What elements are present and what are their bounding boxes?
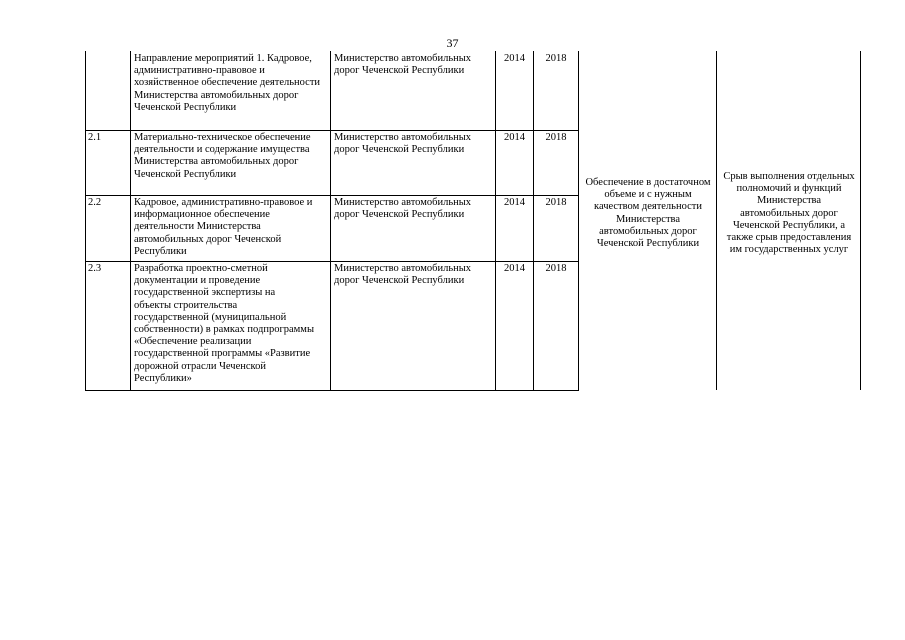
table-border — [716, 51, 717, 390]
table-border — [860, 51, 861, 390]
table-border — [85, 195, 579, 196]
table-border — [85, 390, 579, 391]
start-year-cell: 2014 — [504, 53, 525, 64]
row-number: 2.1 — [88, 132, 102, 143]
start-year-cell: 2014 — [504, 197, 525, 208]
activity-cell: Направление мероприятий 1. Кадровое, административно-правовое и хозяйственное обеспечение деятельности Министерства автомобильных дорог Чеченской Республики — [134, 53, 321, 113]
row-number: 2.2 — [88, 197, 102, 208]
end-year-cell: 2018 — [545, 132, 567, 143]
consequences-cell: Срыв выполнения отдельных полномочий и функций Министерства автомобильных дорог Чеченской Республики, а также срыв предоставления им государственных услуг — [723, 171, 855, 256]
start-year-cell: 2014 — [504, 132, 525, 143]
table-border — [85, 261, 579, 262]
activity-cell: Разработка проектно-сметной документации и проведение государственной экспертизы на объекты строительства государственной (муниципальной собственности) в рамках подпрограммы «Обеспечение реализации государственной программы «Развитие дорожной отрасли Чеченской Республики» — [134, 263, 314, 384]
expected-result-cell: Обеспечение в достаточном объеме и с нужным качеством деятельности Министерства автомобильных дорог Чеченской Республики — [585, 177, 711, 250]
end-year-cell: 2018 — [545, 197, 567, 208]
activity-cell: Материально-техническое обеспечение деятельности и содержание имущества Министерства автомобильных дорог Чеченской Республики — [134, 132, 311, 180]
activity-cell: Кадровое, административно-правовое и информационное обеспечение деятельности Министерства автомобильных дорог Чеченской Республики — [134, 197, 313, 257]
end-year-cell: 2018 — [545, 53, 567, 64]
executor-cell: Министерство автомобильных дорог Чеченской Республики — [334, 263, 472, 287]
table-border — [330, 51, 331, 390]
end-year-cell: 2018 — [545, 263, 567, 274]
executor-cell: Министерство автомобильных дорог Чеченской Республики — [334, 53, 472, 77]
table-border — [578, 51, 579, 390]
table-border — [533, 51, 534, 390]
start-year-cell: 2014 — [504, 263, 525, 274]
executor-cell: Министерство автомобильных дорог Чеченской Республики — [334, 197, 472, 221]
executor-cell: Министерство автомобильных дорог Чеченской Республики — [334, 132, 472, 156]
table-border — [495, 51, 496, 390]
page-number: 37 — [446, 36, 459, 50]
row-number: 2.3 — [88, 263, 102, 274]
table-border — [85, 130, 579, 131]
table-border — [130, 51, 131, 390]
table-border — [85, 51, 86, 390]
